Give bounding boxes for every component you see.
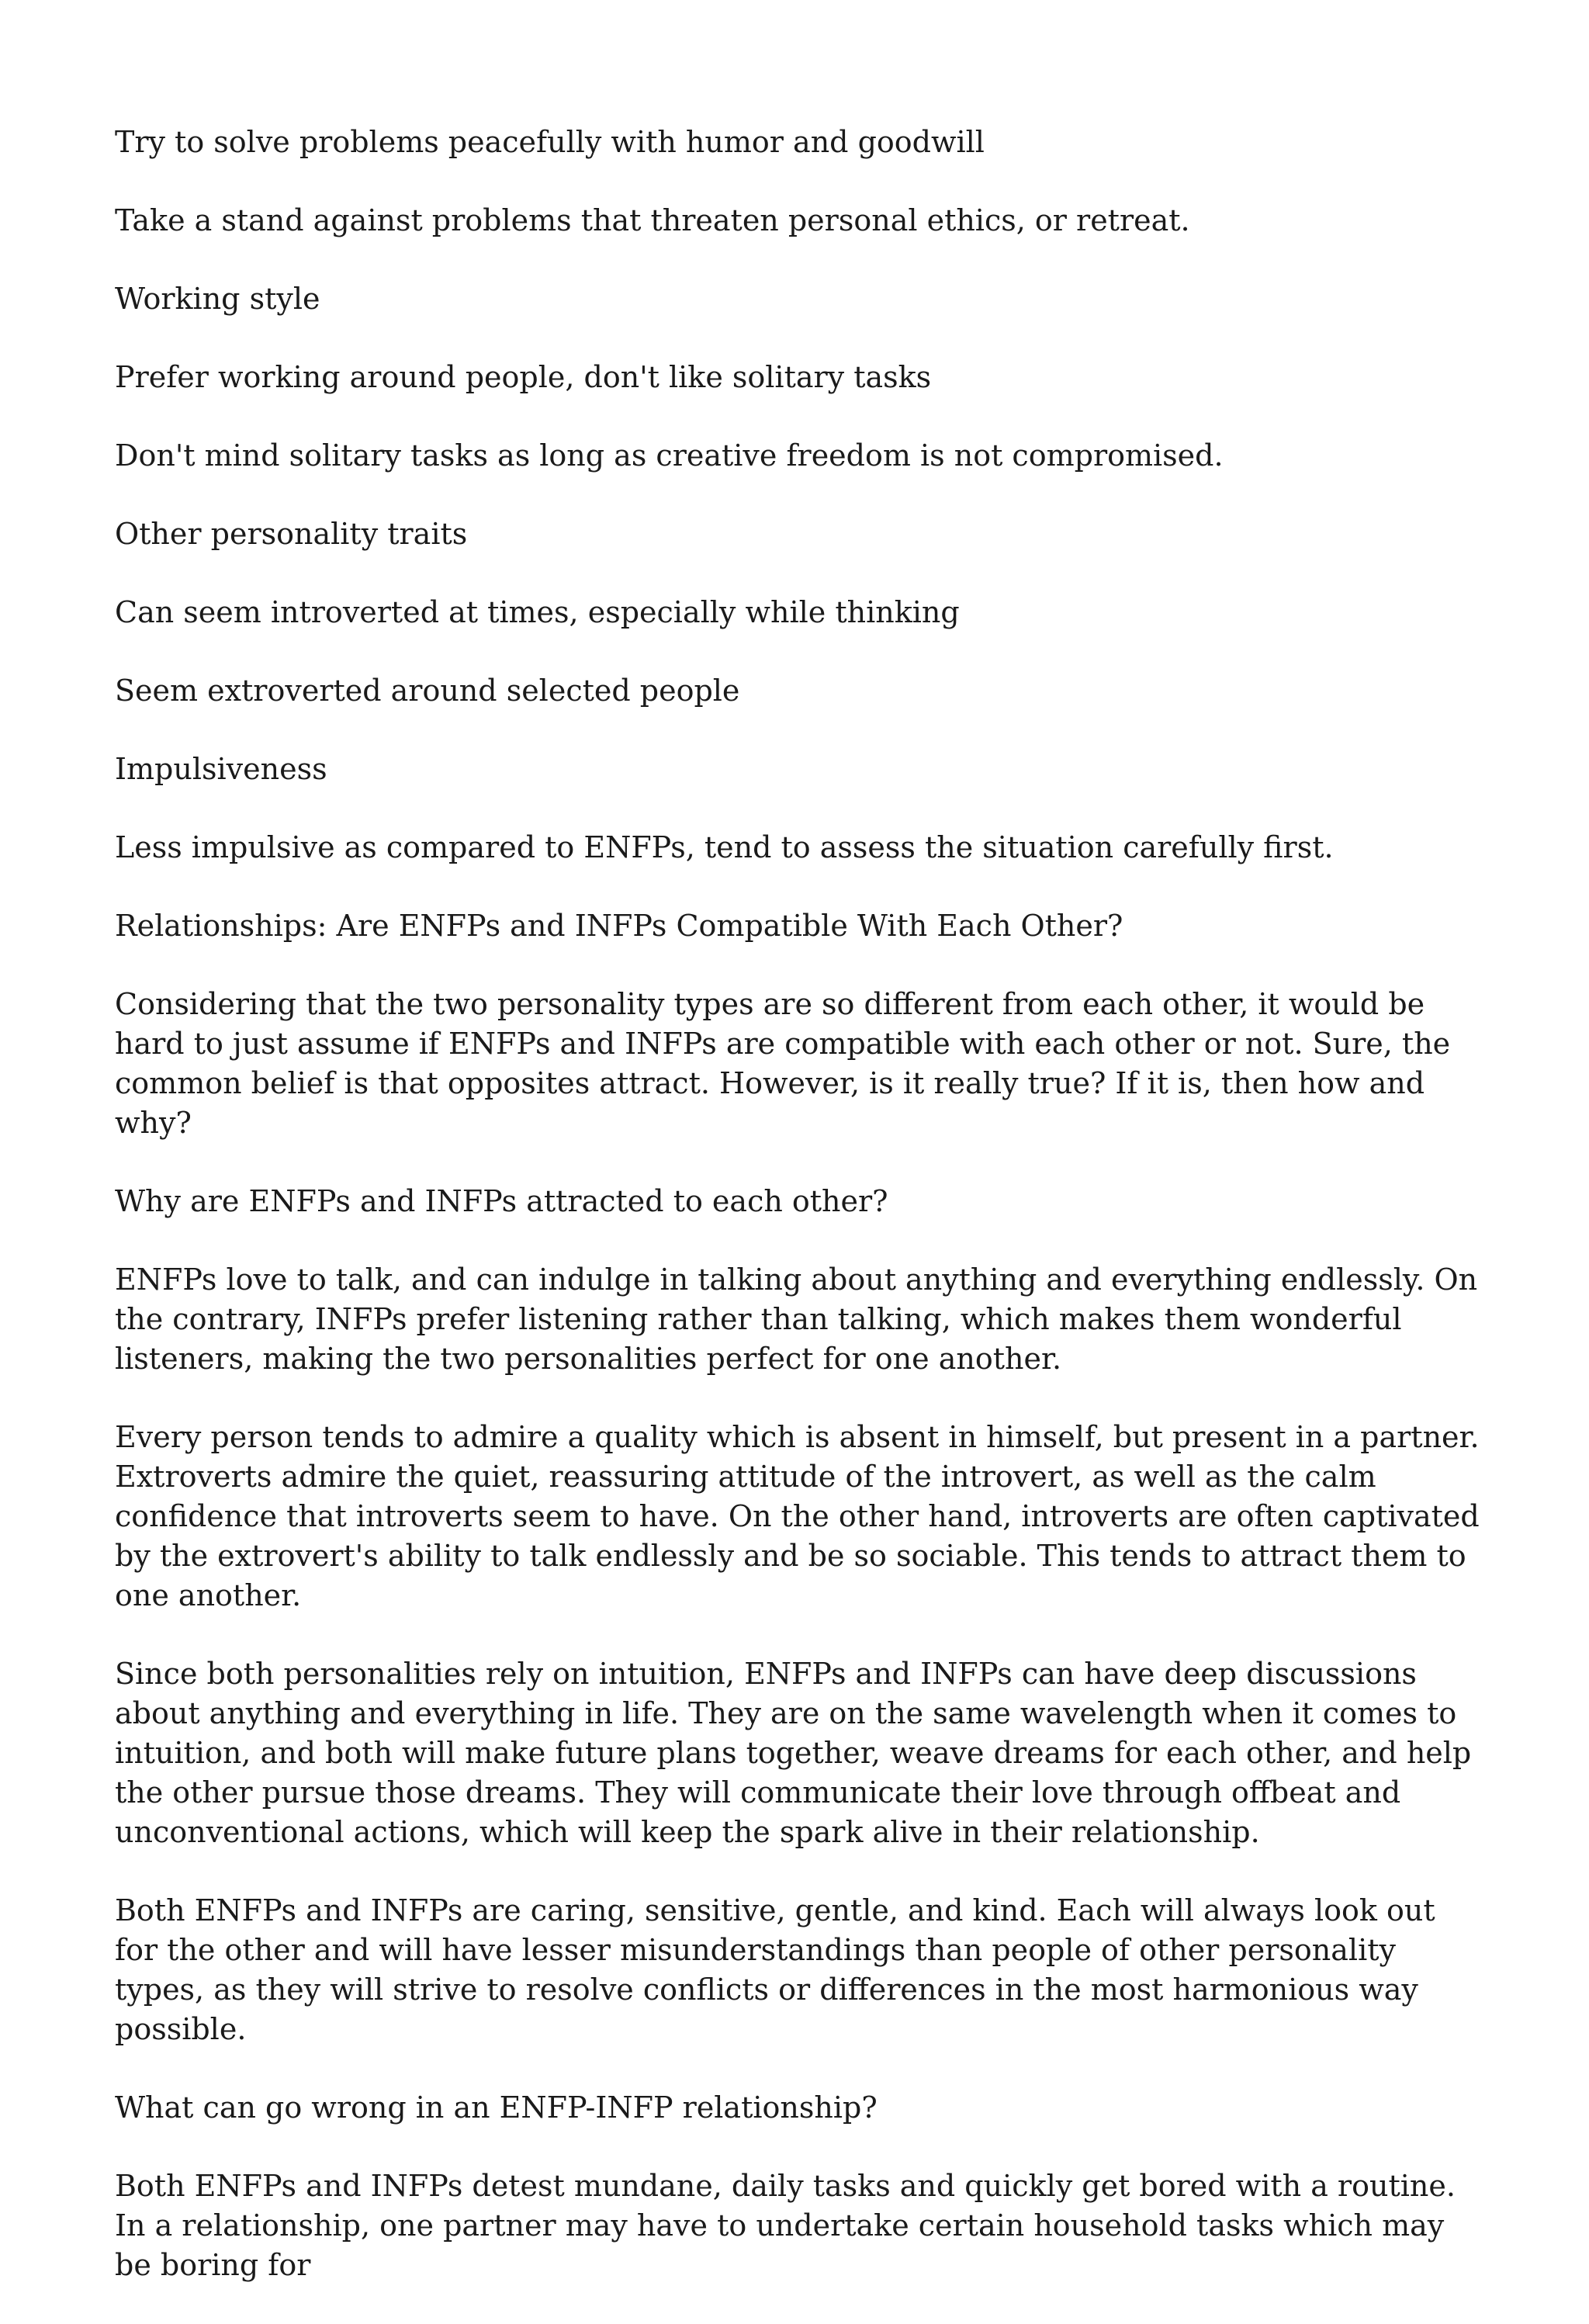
other-traits-infp: Seem extroverted around selected people [115,674,740,708]
other-traits-enfp: Can seem introverted at times, especially while thinking [115,595,960,629]
document-page [115,123,1480,2324]
working-style-enfp: Prefer working around people, don't like solitary tasks [115,360,932,394]
attraction-heading: Why are ENFPs and INFPs attracted to each other? [115,1184,888,1218]
attraction-talk-listen: ENFPs love to talk, and can indulge in talking about anything and everything endlessly. On the contrary, INFPs prefer listening rather than talking, which makes them wonderful listeners, making the two personalities perfect for one another. [115,1262,1478,1376]
impulsiveness-heading: Impulsiveness [115,752,327,786]
attraction-admire: Every person tends to admire a quality which is absent in himself, but present in a partner. Extroverts admire the quiet, reassuring attitude of the introvert, as well as the calm confidence that introverts seem to have. On the other hand, introverts are often captivated by the extrovert's ability to talk endlessly and be so sociable. This tends to attract them to one another. [115,1420,1480,1612]
conflict-style-enfp: Try to solve problems peacefully with humor and goodwill [115,125,985,159]
relationships-heading: Relationships: Are ENFPs and INFPs Compatible With Each Other? [115,909,1123,943]
working-style-heading: Working style [115,282,320,316]
problems-heading: What can go wrong in an ENFP-INFP relationship? [115,2090,878,2125]
problems-routine: Both ENFPs and INFPs detest mundane, daily tasks and quickly get bored with a routine. In a relationship, one partner may have to undertake certain household tasks which may be boring for [115,2169,1456,2282]
impulsiveness-infp: Less impulsive as compared to ENFPs, tend to assess the situation carefully first. [115,830,1334,864]
attraction-caring: Both ENFPs and INFPs are caring, sensitive, gentle, and kind. Each will always look out for the other and will have lesser misunderstandings than people of other personality types, as they will strive to resolve conflicts or differences in the most harmonious way possible. [115,1893,1435,2046]
conflict-style-infp: Take a stand against problems that threaten personal ethics, or retreat. [115,203,1190,237]
other-traits-heading: Other personality traits [115,517,468,551]
working-style-infp: Don't mind solitary tasks as long as creative freedom is not compromised. [115,438,1224,473]
relationships-intro: Considering that the two personality types are so different from each other, it would be hard to just assume if ENFPs and INFPs are compatible with each other or not. Sure, the common belief is that opposites attract. However, is it really true? If it is, then how and why? [115,987,1451,1140]
attraction-intuition: Since both personalities rely on intuition, ENFPs and INFPs can have deep discussions about anything and everything in life. They are on the same wavelength when it comes to intuition, and both will make future plans together, weave dreams for each other, and help the other pursue those dreams. They will communicate their love through offbeat and unconventional actions, which will keep the spark alive in their relationship. [115,1657,1472,1849]
